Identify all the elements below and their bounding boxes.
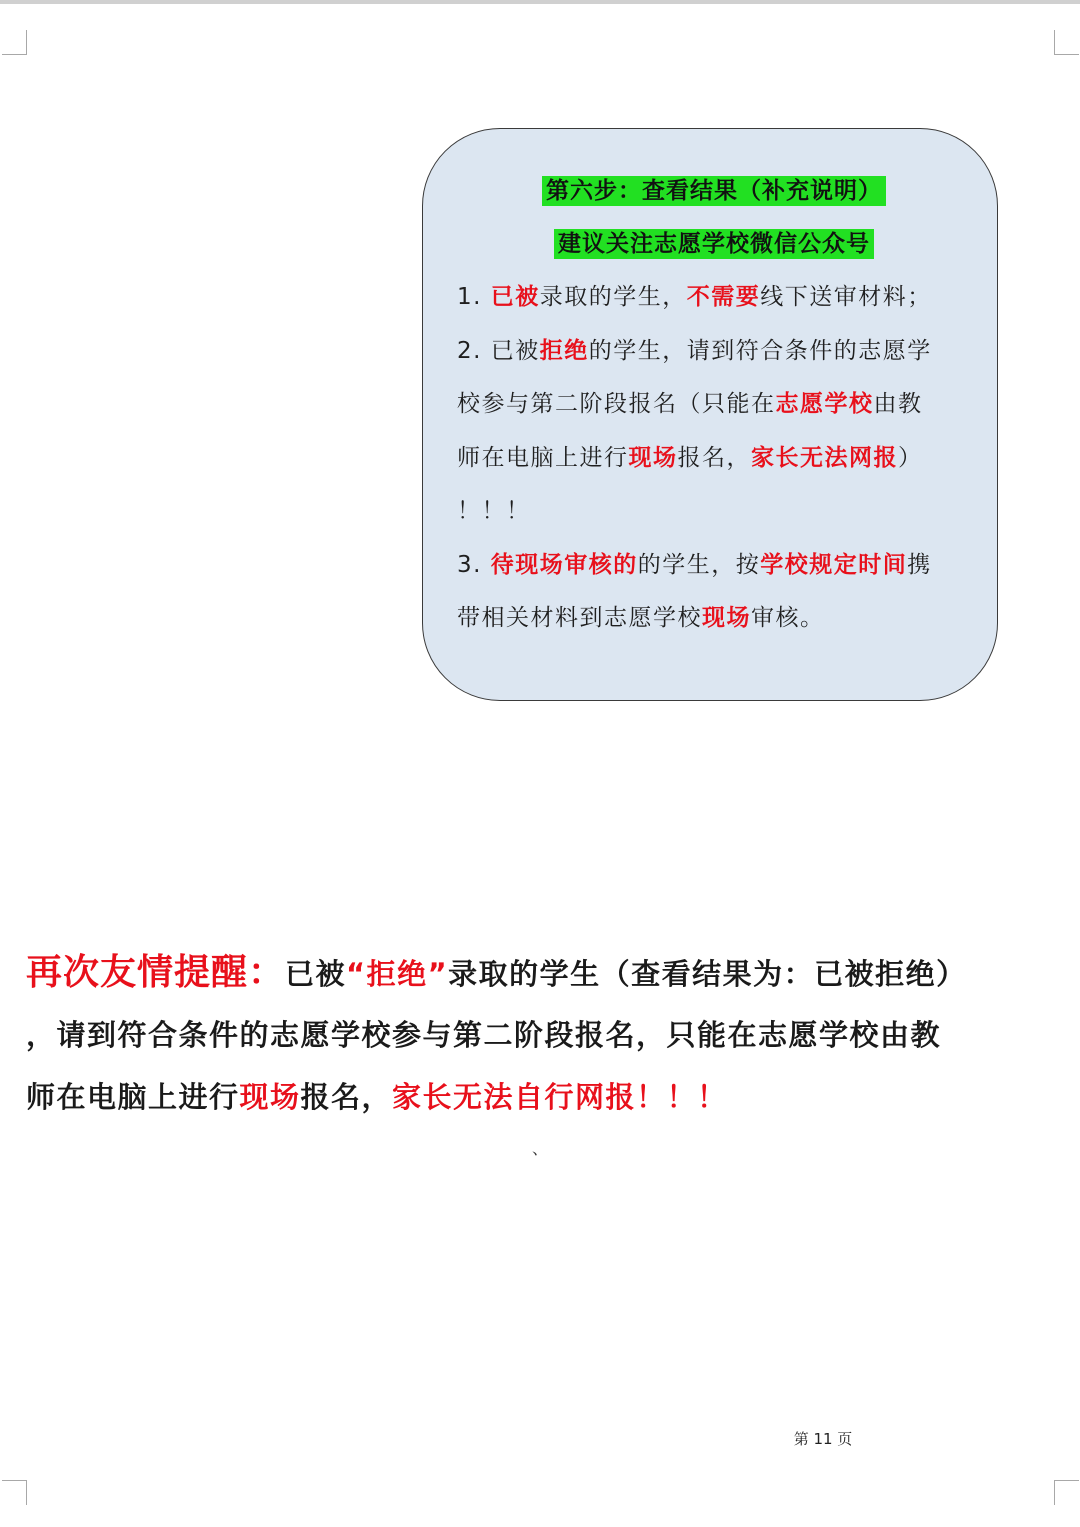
item-3-text-b: 携 [907, 551, 932, 578]
item-2-text-f: 报名， [677, 444, 751, 471]
item-2-emphasis-onsite: 现场 [628, 444, 678, 471]
item-1-text: 录取的学生， [539, 284, 687, 310]
item-2-text-e: 师在电脑上进行 [457, 444, 629, 471]
item-3-number: 3. [457, 551, 491, 578]
reminder-line-3 [26, 1066, 1066, 1128]
item-2-emphasis-no-online: 家长无法网报 [751, 444, 898, 471]
item-2-text-g: ） [898, 444, 923, 471]
item-1-text-end: 线下送审材料； [760, 284, 932, 310]
corner-mark-top-right [1054, 30, 1079, 55]
item-1-line [457, 271, 971, 325]
reminder-line-1 [26, 942, 1066, 1004]
item-2-emphasis-rejected: 拒绝 [539, 337, 589, 364]
item-2-number: 2. [457, 337, 491, 364]
reminder-text-b: 录取的学生（查看结果为：已被拒绝） [448, 957, 967, 991]
reminder-emphasis-onsite: 现场 [239, 1080, 301, 1114]
reminder-text-a: 已被 [285, 957, 347, 991]
stray-mark: 、 [532, 1139, 549, 1158]
item-3-text-a: 的学生，按 [637, 551, 761, 578]
item-2-text-a: 已被 [490, 337, 540, 364]
item-2-text-b: 的学生，请到符合条件的志愿学 [588, 337, 932, 364]
item-3-line-2 [457, 592, 971, 646]
item-1-emphasis-admitted: 已被 [490, 284, 540, 310]
box-heading-2 [457, 218, 971, 271]
item-1-number: 1. [457, 284, 491, 310]
reminder-text-e: 报名， [300, 1080, 393, 1114]
item-2-text-c: 校参与第二阶段报名（只能在 [457, 391, 776, 417]
item-2-line-1 [457, 325, 971, 379]
step-six-info-box [422, 128, 998, 701]
item-2-emphasis-school: 志愿学校 [775, 391, 874, 417]
item-3-emphasis-pending: 待现场审核的 [490, 551, 638, 578]
top-strip [0, 0, 1080, 4]
page-number: 第 11 页 [793, 1430, 853, 1448]
corner-mark-bottom-left [2, 1480, 27, 1505]
item-2-line-4 [457, 485, 971, 539]
item-2-exclamations: ！！！ [457, 498, 531, 524]
item-2-line-3 [457, 432, 971, 486]
item-3-line-1 [457, 539, 971, 593]
item-3-emphasis-time: 学校规定时间 [760, 551, 908, 578]
reminder-line-2 [26, 1004, 1066, 1066]
heading-highlight-wechat: 建议关注志愿学校微信公众号 [554, 229, 874, 259]
corner-mark-bottom-right [1054, 1480, 1079, 1505]
heading-highlight-step: 第六步：查看结果（补充说明） [542, 176, 886, 206]
reminder-lead: 再次友情提醒： [26, 952, 286, 993]
item-1-emphasis-not-needed: 不需要 [686, 284, 761, 310]
reminder-paragraph [26, 942, 1066, 1128]
reminder-emphasis-no-online: 家长无法自行网报！！！ [392, 1080, 728, 1114]
item-2-line-2 [457, 378, 971, 432]
item-3-text-d: 审核。 [751, 605, 825, 631]
reminder-emphasis-rejected: “拒绝” [346, 957, 449, 991]
reminder-text-c: ，请到符合条件的志愿学校参与第二阶段报名，只能在志愿学校由教 [26, 1018, 942, 1052]
box-heading-1 [457, 165, 971, 218]
reminder-text-d: 师在电脑上进行 [26, 1080, 240, 1114]
item-3-emphasis-onsite: 现场 [702, 605, 751, 631]
item-3-text-c: 带相关材料到志愿学校 [457, 605, 702, 631]
corner-mark-top-left [2, 30, 27, 55]
item-2-text-d: 由教 [873, 391, 923, 417]
